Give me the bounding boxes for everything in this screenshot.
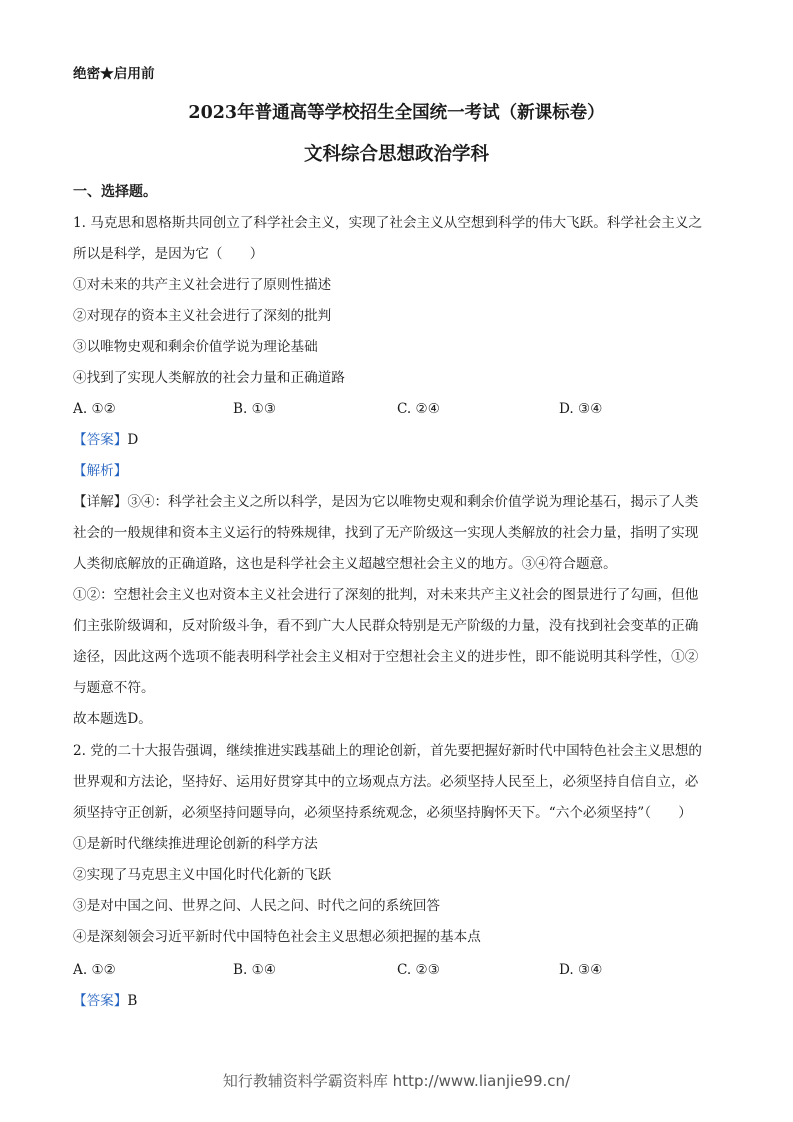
q2-stem-line-2: 世界观和方法论，坚持好、运用好贯穿其中的立场观点方法。必须坚持人民至上，必须坚持自信自立，必: [73, 774, 699, 790]
q1-conclusion: 故本题选D。: [73, 711, 152, 727]
q1-detail-line-3: 人类彻底解放的正确道路，这也是科学社会主义超越空想社会主义的地方。③④符合题意。: [73, 556, 617, 572]
q1-option-a: A. ①②: [73, 401, 116, 417]
q2-item-3: ③是对中国之问、世界之问、人民之问、时代之问的系统回答: [73, 898, 441, 914]
q2-option-b: B. ①④: [233, 962, 277, 978]
q1-item-4: ④找到了实现人类解放的社会力量和正确道路: [73, 370, 345, 386]
q1-stem-line-1: 1. 马克思和恩格斯共同创立了科学社会主义，实现了社会主义从空想到科学的伟大飞跃。科学社会主义之: [73, 215, 703, 231]
q2-stem-line-3: 须坚持守正创新，必须坚持问题导向，必须坚持系统观念，必须坚持胸怀天下。“六个必须坚持”（ ）: [73, 805, 692, 821]
q2-item-4: ④是深刻领会习近平新时代中国特色社会主义思想必须把握的基本点: [73, 929, 481, 945]
detail-tag: 【详解】: [73, 494, 128, 510]
q1-detail-line-7: 与题意不符。: [73, 680, 155, 696]
answer-tag: 【答案】: [73, 432, 128, 448]
q1-detail-line-2: 社会的一般规律和资本主义运行的特殊规律，找到了无产阶级这一实现人类解放的社会力量，指明了实现: [73, 525, 699, 541]
q2-option-c: C. ②③: [397, 962, 440, 978]
q1-option-d: D. ③④: [559, 401, 603, 417]
q1-detail-line-1: [73, 493, 698, 511]
answer-tag: 【答案】: [73, 993, 128, 1009]
q1-detail-line-4: ①②：空想社会主义也对资本主义社会进行了深刻的批判，对未来共产主义社会的图景进行了勾画，但他: [73, 587, 699, 603]
q1-answer-line: [73, 431, 138, 449]
q2-option-a: A. ①②: [73, 962, 116, 978]
analysis-tag: 【解析】: [73, 463, 128, 479]
subject-title: 文科综合思想政治学科: [303, 144, 489, 165]
secret-label: 绝密★启用前: [73, 66, 155, 82]
q1-item-1: ①对未来的共产主义社会进行了原则性描述: [73, 277, 332, 293]
q2-stem-line-1: 2. 党的二十大报告强调，继续推进实践基础上的理论创新，首先要把握好新时代中国特色社会主义思想的: [73, 743, 703, 759]
q1-item-3: ③以唯物史观和剩余价值学说为理论基础: [73, 339, 318, 355]
q2-item-1: ①是新时代继续推进理论创新的科学方法: [73, 836, 318, 852]
q2-item-2: ②实现了马克思主义中国化时代化新的飞跃: [73, 867, 332, 883]
q1-detail-text-1: ③④：科学社会主义之所以科学，是因为它以唯物史观和剩余价值学说为理论基石，揭示了人类: [127, 494, 699, 510]
q1-answer: D: [127, 432, 139, 448]
exam-title: 2023年普通高等学校招生全国统一考试（新课标卷）: [188, 103, 605, 123]
q1-option-b: B. ①③: [233, 401, 277, 417]
footer-watermark: 知行教辅资料学霸资料库 http://www.lianjie99.cn/: [222, 1072, 571, 1090]
q1-detail-line-5: 们主张阶级调和，反对阶级斗争，看不到广大人民群众特别是无产阶级的力量，没有找到社会变革的正确: [73, 618, 699, 634]
q1-option-c: C. ②④: [397, 401, 440, 417]
q2-answer-line: [73, 992, 137, 1010]
q1-item-2: ②对现存的资本主义社会进行了深刻的批判: [73, 308, 332, 324]
section-title: 一、选择题。: [73, 184, 157, 200]
q1-detail-line-6: 途径，因此这两个选项不能表明科学社会主义相对于空想社会主义的进步性，即不能说明其科学性，①②: [73, 649, 699, 665]
q2-answer: B: [127, 993, 138, 1009]
q2-option-d: D. ③④: [559, 962, 603, 978]
q1-stem-line-2: 所以是科学，是因为它（ ）: [73, 246, 264, 262]
